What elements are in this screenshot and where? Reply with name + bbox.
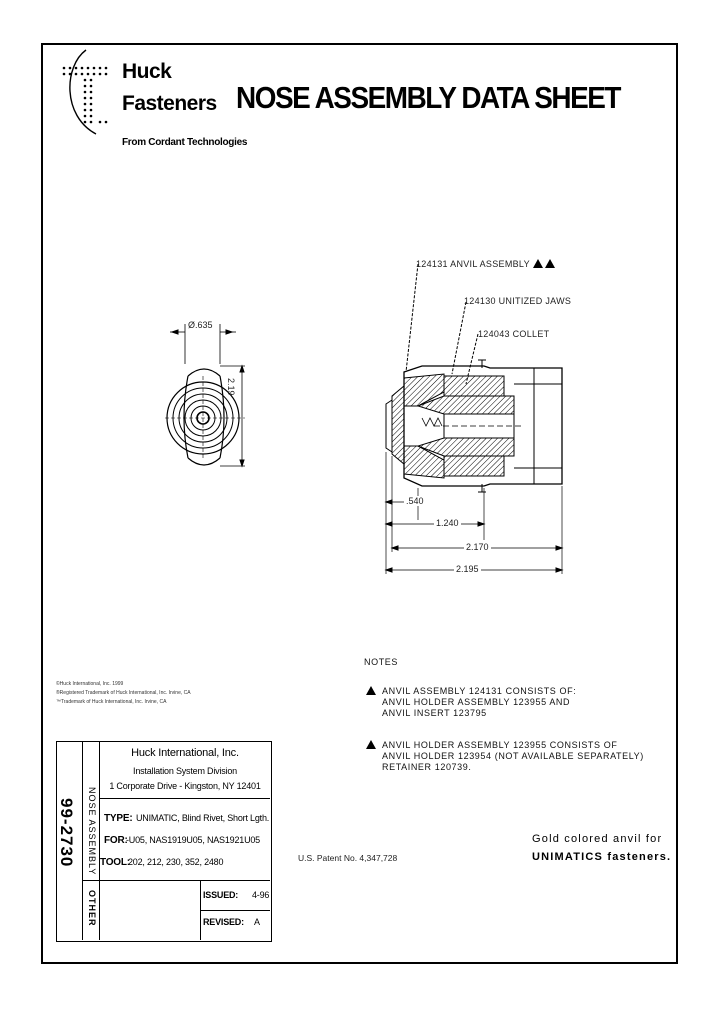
brand-name-line2: Fasteners — [122, 92, 217, 115]
division-name: Installation System Division — [133, 766, 237, 776]
type-value: UNIMATIC, Blind Rivet, Short Lgth. — [136, 813, 270, 823]
revised-label: REVISED: — [203, 917, 244, 927]
issued-value: 4-96 — [252, 890, 270, 900]
for-value: -U05, NAS1919U05, NAS1921U05 — [126, 835, 260, 845]
callout-anvil-assembly: 124131 ANVIL ASSEMBLY — [416, 259, 555, 269]
type-label: TYPE: — [104, 813, 133, 824]
callout-collet: 124043 COLLET — [478, 329, 550, 339]
note-2-line3: RETAINER 120739. — [382, 762, 472, 772]
company-address: 1 Corporate Drive - Kingston, NY 12401 — [109, 781, 261, 791]
gold-anvil-note-line1: Gold colored anvil for — [532, 833, 663, 845]
document-number: 99-2730 — [57, 798, 76, 868]
front-view-drawing — [160, 318, 270, 490]
for-label: FOR: — [104, 835, 128, 846]
brand-name-line1: Huck — [122, 60, 172, 83]
note-2 — [366, 740, 644, 772]
dimension-1240: 1.240 — [436, 518, 459, 528]
revision-triangle-icon — [533, 259, 543, 268]
note-1-line1: ANVIL ASSEMBLY 124131 CONSISTS OF: — [382, 686, 577, 696]
callout-unitized-jaws: 124130 UNITIZED JAWS — [464, 296, 572, 306]
dimension-2195: 2.195 — [456, 564, 479, 574]
note-1-line3: ANVIL INSERT 123795 — [382, 708, 487, 718]
dimension-2170: 2.170 — [466, 542, 489, 552]
dimension-540: .540 — [406, 496, 424, 506]
tool-value: 202, 212, 230, 352, 2480 — [128, 857, 224, 867]
brand-subtitle: From Cordant Technologies — [122, 137, 248, 148]
revised-value: A — [254, 917, 260, 927]
front-width-dimension: Ø.635 — [188, 320, 213, 330]
registered-trademark-line: ®Registered Trademark of Huck International, Inc. Irvine, CA — [56, 690, 191, 696]
huck-logo-icon — [56, 46, 118, 138]
notes-heading: NOTES — [364, 657, 399, 667]
gold-anvil-note-line2: UNIMATICS fasteners. — [532, 851, 672, 863]
note-1-line2: ANVIL HOLDER ASSEMBLY 123955 AND — [382, 697, 571, 707]
page-title: NOSE ASSEMBLY DATA SHEET — [236, 80, 621, 115]
tool-label: TOOL: — [100, 857, 130, 868]
note-1-triangle-icon — [366, 686, 376, 695]
note-2-line1: ANVIL HOLDER ASSEMBLY 123955 CONSISTS OF — [382, 740, 618, 750]
note-2-line2: ANVIL HOLDER 123954 (NOT AVAILABLE SEPARATELY) — [382, 751, 644, 761]
note-1 — [366, 686, 577, 718]
copyright-line: ©Huck International, Inc. 1999 — [56, 681, 124, 687]
revision-triangle-icon — [545, 259, 555, 268]
other-label: OTHER — [87, 890, 97, 927]
issued-label: ISSUED: — [203, 890, 239, 900]
patent-number: U.S. Patent No. 4,347,728 — [298, 853, 398, 863]
front-height-dimension: 2.19 — [226, 378, 236, 396]
company-name: Huck International, Inc. — [131, 747, 239, 759]
document-category: NOSE ASSEMBLY — [87, 787, 97, 876]
note-2-triangle-icon — [366, 740, 376, 749]
trademark-line: ™Trademark of Huck International, Inc. Irvine, CA — [56, 699, 167, 705]
